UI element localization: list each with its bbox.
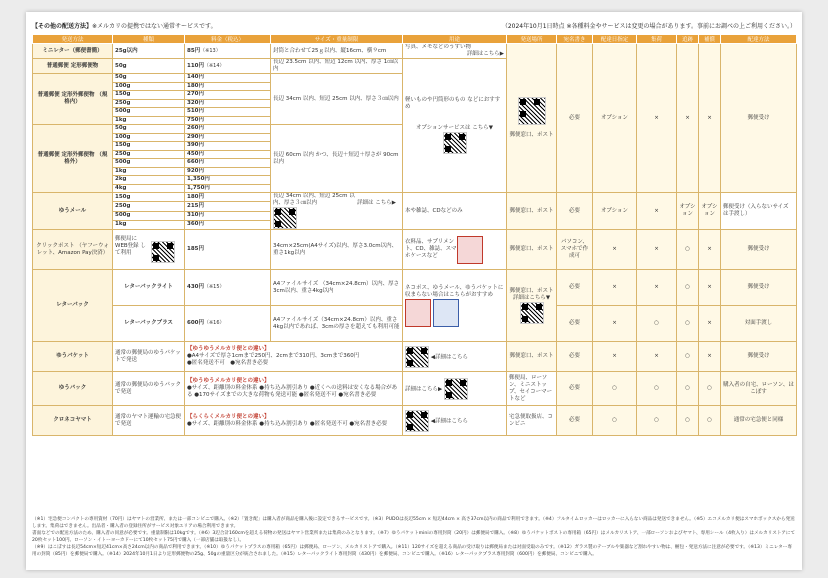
kind: 500g bbox=[113, 159, 185, 168]
price: 920円 bbox=[185, 167, 271, 176]
track: ○ bbox=[677, 270, 699, 306]
col-size: サイズ・重量制限 bbox=[271, 35, 403, 44]
size-limit: 長辺 60cm 以内 かつ、長辺＋短辺＋厚さが 90cm 以内 bbox=[271, 125, 403, 193]
qr-code-icon[interactable] bbox=[151, 241, 175, 263]
price: 750円 bbox=[185, 116, 271, 125]
kind: 通常のヤマト運輸の宅急便で発送 bbox=[113, 406, 185, 436]
address: 必要 bbox=[557, 193, 593, 230]
use-text: ネコポス、ゆうメール、ゆうパケットに収まらない場合はこちらがおすすめ bbox=[405, 284, 504, 298]
kind: レターパックライト bbox=[113, 270, 185, 306]
use bbox=[403, 230, 507, 270]
place-text: 郵便窓口、ポスト bbox=[509, 287, 554, 294]
price: 1,350円 bbox=[185, 176, 271, 185]
diff-line: ●A4サイズで厚さ1cmまで250円、2cmまで310円、3cmまで360円 bbox=[187, 353, 360, 359]
address: 必要 bbox=[557, 372, 593, 406]
kind: 2kg bbox=[113, 176, 185, 185]
letterpack-plus-image bbox=[405, 299, 431, 327]
price: 450円 bbox=[185, 150, 271, 159]
date: × bbox=[593, 270, 637, 306]
kind: 1kg bbox=[113, 116, 185, 125]
use bbox=[403, 406, 507, 436]
col-address: 宛名書き bbox=[557, 35, 593, 44]
price: 1,750円 bbox=[185, 184, 271, 193]
place bbox=[507, 270, 557, 342]
address: パソコン、スマホで作成可 bbox=[557, 230, 593, 270]
pickup: × bbox=[637, 270, 677, 306]
size-limit bbox=[271, 193, 403, 230]
shipping-methods-sheet bbox=[26, 12, 802, 570]
col-place: 発送場所 bbox=[507, 35, 557, 44]
kind: 50g bbox=[113, 74, 185, 83]
date-note: （2024年10月1日時点 ※各種料金やサービスは変更の場合があります。事前にお調べの上ご利用ください。） bbox=[501, 23, 796, 30]
shipping-table bbox=[32, 34, 797, 436]
col-track: 追跡 bbox=[677, 35, 699, 44]
kind: 150g bbox=[113, 142, 185, 151]
kind bbox=[113, 230, 185, 270]
qr-code-icon[interactable] bbox=[518, 97, 546, 125]
table-row bbox=[33, 270, 797, 306]
track: ○ bbox=[677, 306, 699, 342]
use bbox=[403, 270, 507, 342]
price-value: 110円 bbox=[187, 62, 204, 69]
price bbox=[185, 306, 271, 342]
use-text: 軽いものや円筒形のもの などにおすすめ bbox=[405, 97, 501, 110]
track: ○ bbox=[677, 372, 699, 406]
price: 260円 bbox=[185, 125, 271, 134]
kind: 250g bbox=[113, 202, 185, 211]
delivery: 購入者の自宅、ローソン、はこぽす bbox=[721, 372, 797, 406]
detail-link[interactable]: 詳細はこちら▶ bbox=[405, 386, 443, 392]
track: ○ bbox=[677, 342, 699, 372]
delivery: 郵便受け bbox=[721, 270, 797, 306]
difference bbox=[185, 342, 403, 372]
delivery: 郵便受け bbox=[721, 342, 797, 372]
use bbox=[403, 372, 507, 406]
kind: 250g bbox=[113, 99, 185, 108]
diff-line: ●匿名発送不可 ●宛名書き必要 bbox=[187, 360, 269, 366]
price-value: 430円 bbox=[187, 284, 204, 290]
service-name: ゆうパケット bbox=[33, 342, 113, 372]
kind: 100g bbox=[113, 133, 185, 142]
date: × bbox=[593, 306, 637, 342]
pickup: × bbox=[637, 193, 677, 230]
detail-link[interactable]: ◀詳細はこちら bbox=[430, 418, 468, 424]
address: 必要 bbox=[557, 342, 593, 372]
size-text: 長辺 34cm 以内、短辺 25cm 以内、厚さ３㎝以内 bbox=[273, 193, 355, 206]
place-text: 郵便窓口、ポスト bbox=[509, 132, 554, 138]
kind: 150g bbox=[113, 91, 185, 100]
price-note: （※16） bbox=[203, 320, 225, 326]
track: × bbox=[677, 44, 699, 193]
size-limit: 封筒と合わせて25ｇ以内、縦16cm、横９cm bbox=[271, 44, 403, 59]
pickup: × bbox=[637, 230, 677, 270]
diff-line: ●サイズ、距離別の料金体系 ●持ち込み割引あり ●近くへの送料は安くなる場合がある ●170サイズまでの大きな荷物も発送可能 ●匿名発送不可 ●宛名書き必要 bbox=[187, 385, 398, 398]
service-name: クロネコヤマト bbox=[33, 406, 113, 436]
kind: 500g bbox=[113, 108, 185, 117]
price-note: （※14） bbox=[203, 62, 225, 69]
price-note: （※15） bbox=[203, 284, 225, 290]
delivery: 郵便受け bbox=[721, 44, 797, 193]
price: 320円 bbox=[185, 99, 271, 108]
place: 郵便窓口、ポスト bbox=[507, 193, 557, 230]
service-name: 普通郵便 定形外郵便物 （規格外） bbox=[33, 125, 113, 193]
delivery: 郵便受け（入らないサイズは手渡し） bbox=[721, 193, 797, 230]
price: 510円 bbox=[185, 108, 271, 117]
kind: 100g bbox=[113, 82, 185, 91]
detail-link[interactable]: 詳細はこちら▶ bbox=[466, 51, 504, 57]
service-name: 普通郵便 定形郵便物 bbox=[33, 59, 113, 74]
price bbox=[185, 59, 271, 74]
pickup: × bbox=[637, 342, 677, 372]
diff-title: 【ゆうゆうメルカリ便との違い】 bbox=[187, 346, 270, 352]
use bbox=[403, 44, 507, 59]
service-name: ゆうメール bbox=[33, 193, 113, 230]
pickup: ○ bbox=[637, 406, 677, 436]
place bbox=[507, 44, 557, 193]
qr-code-icon[interactable] bbox=[273, 207, 297, 229]
date: × bbox=[593, 342, 637, 372]
page-title: 【その他の配送方法】 bbox=[32, 23, 93, 30]
price: 180円 bbox=[185, 82, 271, 91]
col-price: 料金（税込） bbox=[185, 35, 271, 44]
kind: 25g以内 bbox=[113, 44, 185, 59]
price: 215円 bbox=[185, 202, 271, 211]
col-pickup: 集荷 bbox=[637, 35, 677, 44]
place: 宅急便取扱店、コンビニ bbox=[507, 406, 557, 436]
price: 140円 bbox=[185, 74, 271, 83]
detail-link[interactable]: 詳細はこちら▼ bbox=[512, 294, 551, 301]
price: 360円 bbox=[185, 220, 271, 229]
pickup: ○ bbox=[637, 372, 677, 406]
letterpack-light-image bbox=[433, 299, 459, 327]
service-name: 普通郵便 定形外郵便物 （規格内） bbox=[33, 74, 113, 125]
title-row bbox=[32, 22, 796, 32]
qr-code-icon[interactable] bbox=[444, 378, 468, 400]
kind: 通常の郵便局のゆうパックで発送 bbox=[113, 372, 185, 406]
place: 郵便窓口、ポスト bbox=[507, 342, 557, 372]
kind-text: 郵便局に WEB登録 して利用 bbox=[115, 235, 146, 256]
insurance: オプション bbox=[699, 193, 721, 230]
insurance: ○ bbox=[699, 372, 721, 406]
kind: 4kg bbox=[113, 184, 185, 193]
service-name: ゆうパック bbox=[33, 372, 113, 406]
price: 270円 bbox=[185, 91, 271, 100]
track: オプション bbox=[677, 193, 699, 230]
size-limit: 長辺 23.5cm 以内、短辺 12cm 以内、厚さ 1㎝以内 bbox=[271, 59, 403, 74]
insurance: × bbox=[699, 306, 721, 342]
footnote-line: （※9）はこぽすは長辺54cm×短辺41cm×高さ24cm以内の商品で利用できます。（※10）ゆうパケットプラスの専用箱（65円）は郵便局、ローソン、メルカリストアで購入。（※11）120サイズを超える商品の受け取りは郵便局または対面受取のみです。（※12）ガラス製のテーブルや楽器など割れやすい物は、梱包・発送方法に注意が必要です。（※13）ミニレター専用の封筒（85円）を郵便局で購入。（※14）2024年10月1日より定形郵便物の25g、50gの重量区分が統合されました。（※15）レターパックライト専用封筒（430円）を郵便局、コンビニで購入。（※16）レターパックプラス専用封筒（600円）を郵便局、コンビニで購入。 bbox=[32, 545, 792, 557]
difference bbox=[185, 406, 403, 436]
kind: 通常の郵便局のゆうパケットで発送 bbox=[113, 342, 185, 372]
insurance: × bbox=[699, 342, 721, 372]
qr-code-icon[interactable] bbox=[405, 346, 429, 368]
col-kind: 種類 bbox=[113, 35, 185, 44]
address: 必要 bbox=[557, 306, 593, 342]
date: × bbox=[593, 230, 637, 270]
col-method: 発送方法 bbox=[33, 35, 113, 44]
price-value: 600円 bbox=[187, 320, 204, 326]
col-insurance: 補償 bbox=[699, 35, 721, 44]
col-delivery: 配達方法 bbox=[721, 35, 797, 44]
service-name: ミニレター（郵便書簡） bbox=[33, 44, 113, 59]
kind: 1kg bbox=[113, 167, 185, 176]
price bbox=[185, 270, 271, 306]
detail-link[interactable]: 詳細は こちら▶ bbox=[357, 200, 396, 206]
date: オプション bbox=[593, 44, 637, 193]
option-link[interactable]: オプションサービスは こちら▼ bbox=[416, 125, 493, 131]
kind: 500g bbox=[113, 211, 185, 220]
price bbox=[185, 44, 271, 59]
use bbox=[403, 342, 507, 372]
size-limit: A4ファイルサイズ（34cm×24.8cm）以内、重さ4kg以内であれば、3cmの厚さを超えても利用可能 bbox=[271, 306, 403, 342]
insurance: × bbox=[699, 44, 721, 193]
pickup: × bbox=[637, 44, 677, 193]
detail-link[interactable]: ◀詳細はこちら bbox=[430, 354, 468, 360]
insurance: ○ bbox=[699, 406, 721, 436]
use: 本や雑誌、CDなどのみ bbox=[403, 193, 507, 230]
footnotes bbox=[32, 516, 796, 558]
pickup: ○ bbox=[637, 306, 677, 342]
date: オプション bbox=[593, 193, 637, 230]
address: 必要 bbox=[557, 270, 593, 306]
qr-code-icon[interactable] bbox=[405, 410, 429, 432]
price: 185円 bbox=[185, 230, 271, 270]
kind: 1kg bbox=[113, 220, 185, 229]
price-note: （※13） bbox=[200, 47, 221, 54]
envelope-image bbox=[457, 236, 483, 264]
price: 180円 bbox=[185, 193, 271, 202]
qr-code-icon[interactable] bbox=[520, 302, 544, 324]
table-row bbox=[33, 372, 797, 406]
qr-code-icon[interactable] bbox=[443, 132, 467, 154]
price: 660円 bbox=[185, 159, 271, 168]
date: ○ bbox=[593, 406, 637, 436]
size-limit: 34cm×25cm(A4サイズ)以内、厚さ3.0cm以内、重さ1kg以内 bbox=[271, 230, 403, 270]
col-date: 配達日指定 bbox=[593, 35, 637, 44]
table-row bbox=[33, 230, 797, 270]
insurance: × bbox=[699, 230, 721, 270]
diff-title: 【らくらくメルカリ便との違い】 bbox=[187, 413, 270, 420]
diff-title: 【ゆうゆうメルカリ便との違い】 bbox=[187, 378, 270, 384]
insurance: × bbox=[699, 270, 721, 306]
footnote-line: 書面などでの配送方法のため、購入者の同意が必要です。重量制限は10kgです。（※6）3辺合計160cmを超える荷物の発送はヤマト営業所または集荷のみとなります。（※7）ゆうパケットminiの専用封筒（20円）は郵便局で購入。（※8）ゆうパケットポストの専用箱（65円）はメルカリストア、一部ローソンおよびヤマト、専用シール（4枚入り）はメルカリストアにて20枚セット100円、ローソン・イトーヨーカドーにて10枚セット75円で購入（一部店舗は取扱なし）。 bbox=[32, 531, 796, 543]
service-name: レターパック bbox=[33, 270, 113, 342]
place: 郵便窓口、ポスト bbox=[507, 230, 557, 270]
kind: レターパックプラス bbox=[113, 306, 185, 342]
price: 310円 bbox=[185, 211, 271, 220]
price: 290円 bbox=[185, 133, 271, 142]
table-row bbox=[33, 193, 797, 202]
track: ○ bbox=[677, 406, 699, 436]
place: 郵便局、ローソン、ミニストップ、セイコーマートなど bbox=[507, 372, 557, 406]
kind: 250g bbox=[113, 150, 185, 159]
footnote-line: （※1）宅急便コンパクトの専用資材（70円）はヤマトの営業所、または一部コンビニで購入。（※2）「置き配」は購入者が商品を購入後に設定できるサービスです。（※3）PUDOは長辺55cm × 短辺44cm × 高さ37cm以内の商品で利用できます。（※4）フルタイムロッカーはロッカーに入らない商品は発送できません。（※5）エコメルカリ便はスマホボックスから発送します。集荷はできません。出品者・購入者の登録住所がサービス対象エリアの場合利用できます。 bbox=[32, 517, 795, 529]
size-limit: 長辺 34cm 以内、短辺 25cm 以内、厚さ３㎝以内 bbox=[271, 74, 403, 125]
table-row bbox=[33, 44, 797, 59]
col-use: 用途 bbox=[403, 35, 507, 44]
date: ○ bbox=[593, 372, 637, 406]
kind: 50g bbox=[113, 59, 185, 74]
size-limit: A4ファイルサイズ （34cm×24.8cm）以内、厚さ3cm以内、重さ4kg以内 bbox=[271, 270, 403, 306]
kind: 150g bbox=[113, 193, 185, 202]
table-row bbox=[33, 342, 797, 372]
delivery: 郵便受け bbox=[721, 230, 797, 270]
table-header bbox=[33, 35, 797, 44]
service-name: クリックポスト （ヤフーウォレット、Amazon Pay決済） bbox=[33, 230, 113, 270]
kind: 50g bbox=[113, 125, 185, 134]
price-value: 85円 bbox=[187, 47, 201, 54]
use-text: 写真、メモなどのうすい物 bbox=[405, 44, 472, 50]
delivery: 対面手渡し bbox=[721, 306, 797, 342]
use bbox=[403, 59, 507, 193]
delivery: 通常の宅急便と同様 bbox=[721, 406, 797, 436]
difference bbox=[185, 372, 403, 406]
table-row bbox=[33, 406, 797, 436]
track: ○ bbox=[677, 230, 699, 270]
use-text: 衣料品、サプリメント、CD、雑誌、スマホケースなど bbox=[405, 239, 457, 259]
diff-line: ●サイズ、距離別の料金体系 ●持ち込み割引あり ●匿名発送不可 ●宛名書き必要 bbox=[187, 420, 388, 427]
page-subtitle: ※メルカリの提携ではない通常サービスです。 bbox=[92, 23, 217, 30]
address: 必要 bbox=[557, 406, 593, 436]
price: 390円 bbox=[185, 142, 271, 151]
address: 必要 bbox=[557, 44, 593, 193]
